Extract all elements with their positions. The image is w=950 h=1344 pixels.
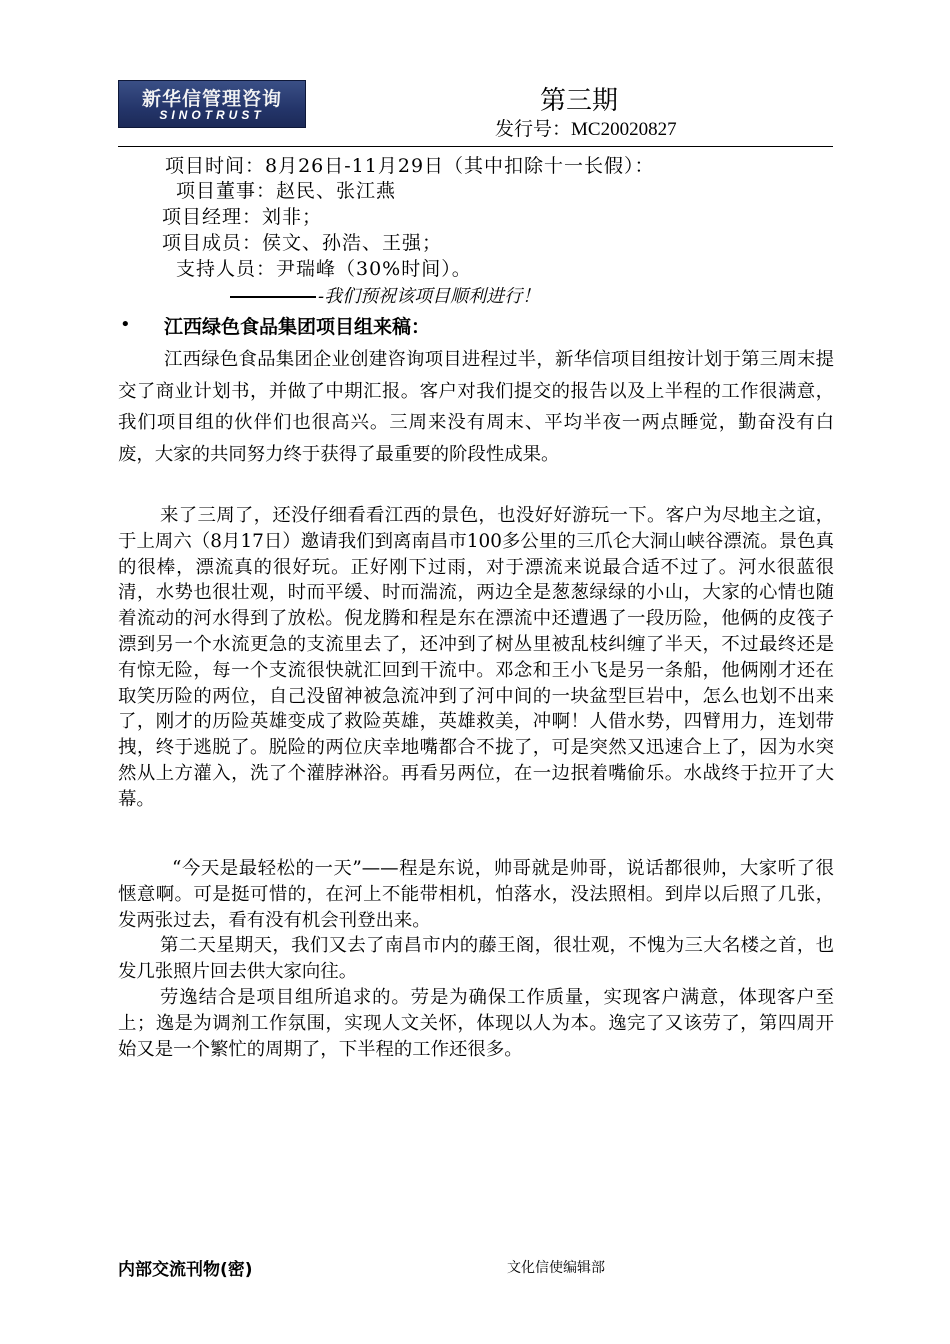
logo-chinese-text: 新华信管理咨询 <box>141 88 282 110</box>
project-members: 项目成员：侯文、孙浩、王强； <box>162 232 443 254</box>
paragraph-5: 劳逸结合是项目组所追求的。劳是为确保工作质量，实现客户满意，体现客户至上；逸是为调剂工作氛围，实现人文关怀，体现以人为本。逸完了又该劳了，第四周开始又是一个繁忙的周期了，下半程的工作还很多。 <box>118 987 834 1060</box>
section-heading: 江西绿色食品集团项目组来稿： <box>164 316 431 338</box>
paragraph-2: 来了三周了，还没仔细看看江西的景色，也没好好游玩一下。客户为尽地主之谊，于上周六（8月17日）邀请我们到离南昌市100多公里的三爪仑大洞山峡谷漂流。景色真的很棒，漂流真的很好玩。正好刚下过雨，对于漂流来说最合适不过了。河水很蓝很清，水势也很壮观，时而平缓、时而湍流，两边全是葱葱绿绿的小山，大家的心情也随着流动的河水得到了放松。倪龙腾和程是东在漂流中还遭遇了一段历险，他俩的皮筏子漂到另一个水流更急的支流里去了，还冲到了树丛里被乱枝纠缠了半天，不过最终还是有惊无险，每一个支流很快就汇回到干流中。邓念和王小飞是另一条船，他俩刚才还在取笑历险的两位，自己没留神被急流冲到了河中间的一块盆型巨岩中，怎么也划不出来了，刚才的历险英雄变成了救险英雄，英雄救美，冲啊！人借水势，四臂用力，连划带拽，终于逃脱了。脱险的两位庆幸地嘴都合不拢了，可是突然又迅速合上了，因为水突然从上方灌入，洗了个灌脖淋浴。再看另两位，在一边抿着嘴偷乐。水战终于拉开了大幕。 <box>118 505 834 810</box>
project-manager: 项目经理：刘非； <box>162 206 323 228</box>
bullet-icon: • <box>120 314 131 335</box>
sinotrust-logo <box>118 80 306 128</box>
issue-number: 发行号：MC20020827 <box>495 119 677 140</box>
project-director: 项目董事：赵民、张江燕 <box>176 180 397 202</box>
logo-english-text: SINOTRUST <box>159 108 265 122</box>
paragraph-4: 第二天星期天，我们又去了南昌市内的藤王阁，很壮观，不愧为三大名楼之首，也发几张照片回去供大家向往。 <box>118 935 834 982</box>
header-divider <box>118 146 833 147</box>
footer-editorial-dept: 文化信使编辑部 <box>507 1260 605 1276</box>
wish-text: -我们预祝该项目顺利进行！ <box>318 286 541 307</box>
wish-line <box>230 282 540 308</box>
project-time: 项目时间：8月26日-11月29日（其中扣除十一长假）： <box>165 155 655 177</box>
footer-internal-label: 内部交流刊物(密) <box>118 1260 253 1280</box>
paragraph-3: “今天是最轻松的一天”——程是东说，帅哥就是帅哥，说话都很帅，大家听了很惬意啊。可是挺可惜的，在河上不能带相机，怕落水，没法照相。到岸以后照了几张，发两张过去，看有没有机会刊登出来。 <box>118 858 834 931</box>
wish-dash <box>230 296 316 298</box>
support-staff: 支持人员：尹瑞峰（30%时间）。 <box>176 258 472 280</box>
issue-title: 第三期 <box>540 86 619 116</box>
paragraph-1: 江西绿色食品集团企业创建咨询项目进程过半，新华信项目组按计划于第三周末提交了商业计划书，并做了中期汇报。客户对我们提交的报告以及上半程的工作很满意，我们项目组的伙伴们也很高兴。三周来没有周末、平均半夜一两点睡觉，勤奋没有白废，大家的共同努力终于获得了最重要的阶段性成果。 <box>118 349 834 465</box>
